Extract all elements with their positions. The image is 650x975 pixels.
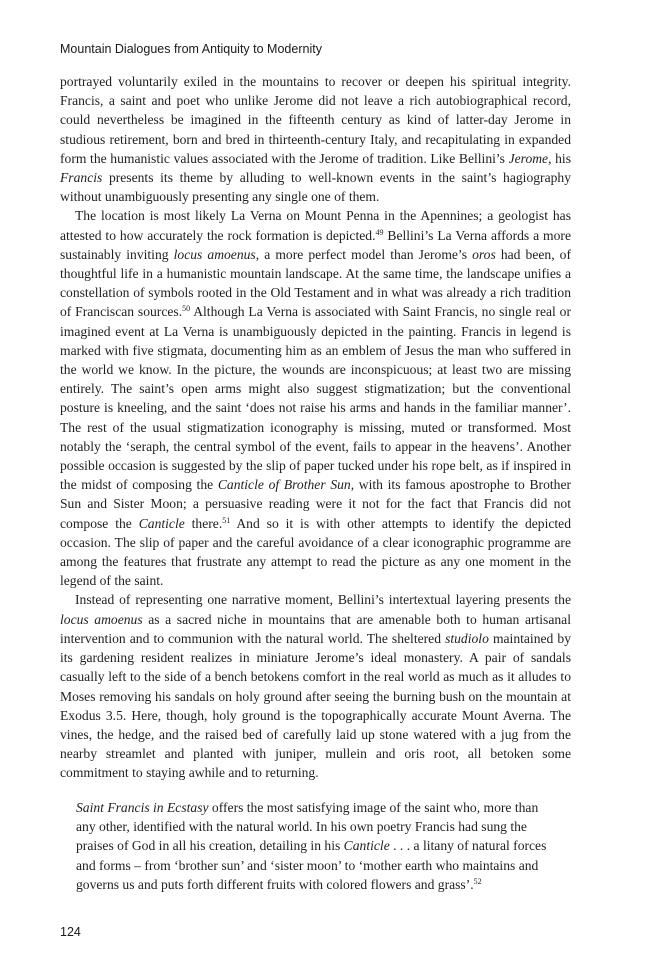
footnote-ref-50[interactable]: 50 [182,304,191,314]
block-quote [76,798,556,894]
footnote-ref-52[interactable]: 52 [473,876,482,886]
paragraph-1: portrayed voluntarily exiled in the mountains to recover or deepen his spiritual integrity. Francis, a saint and poet who unlike Jerome did not leave a rich autobiographical record, could nevertheless be imagined in the fifteenth century as kind of latter-day Jerome in studious retirement, born and bred in thirteenth-century Italy, and recapitulating in expanded form the humanistic values associated with the Jerome of tradition. Like Bellini’s Jerome, his Francis presents its theme by alluding to well-known events in the saint’s hagiography without unambiguously presenting any single one of them. [60,74,571,205]
footnote-ref-51[interactable]: 51 [222,515,231,525]
footnote-ref-49[interactable]: 49 [375,227,384,237]
paragraph-2: The location is most likely La Verna on Mount Penna in the Apennines; a geologist has attested to how accurately the rock formation is depicted.$^{49}$ Bellini’s La Verna affords a more sustainably inviting locus amoenus, a more perfect model than Jerome’s oros had been, of thoughtful life in a humanistic mountain landscape. At the same time, the landscape unifies a constellation of symbols rooted in the Old Testament and in what was already a rich tradition of Franciscan sources.$^{50}$ Although La Verna is associated with Saint Francis, no single real or imagined event at La Verna is unambiguously depicted in the painting. Francis in legend is marked with five stigmata, documenting him as an emblem of Jesus the man who suffered in the world we know. In the picture, the wounds are inconspicuous; at least two are missing entirely. The saint’s open arms might also suggest stigmatization; but the conventional posture is kneeling, and the saint ‘does not raise his arms and hands in the familiar manner’. The rest of the usual stigmatization iconography is missing, muted or transformed. Most notably the ‘seraph, the central symbol of the event, fails to appear in the heavens’. Another possible occasion is suggested by the slip of paper tucked under his rope belt, as if inspired in the midst of composing the Canticle of Brother Sun, with its famous apostrophe to Brother Sun and Sister Moon; a persuasive reading were it not for the fact that Francis did not compose the Canticle there.$^{51}$ And so it is with other attempts to identify the depicted occasion. The slip of paper and the careful avoidance of a clear iconographic programme are among the features that frustrate any attempt to read the picture as any one moment in the legend of the saint. [60,208,572,589]
running-head: Mountain Dialogues from Antiquity to Modernity [60,42,322,56]
paragraph-3: Instead of representing one narrative moment, Bellini’s intertextual layering presents the locus amoenus as a sacred niche in mountains that are amenable both to human artisanal intervention and to communion with the natural world. The sheltered studiolo maintained by its gardening resident realizes in miniature Jerome’s ideal monastery. A pair of sandals casually left to the side of a bench betokens comfort in the real world as much as it alludes to Moses removing his sandals on holy ground after seeing the burning bush on the mountain at Exodus 3.5. Here, though, holy ground is the topographically accurate Mount Averna. The vines, the hedge, and the raised bed of carefully laid up stone watered with a jug from the nearby streamlet and planted with juniper, mullein and oris root, all betoken some commitment to staying awhile and to returning. [60,592,571,781]
block-quote-text: Saint Francis in Ecstasy offers the most satisfying image of the saint who, more than any other, identified with the natural world. In his own poetry Francis had sung the praises of God in all his creation, detailing in his Canticle . . . a litany of natural forces and forms – from ‘brother sun’ and ‘sister moon’ to ‘mother earth who maintains and governs us and puts forth different fruits with colored flowers and grass’.$^{52}$ [76,800,547,892]
body-text [60,72,571,783]
page-number: 124 [60,925,81,939]
